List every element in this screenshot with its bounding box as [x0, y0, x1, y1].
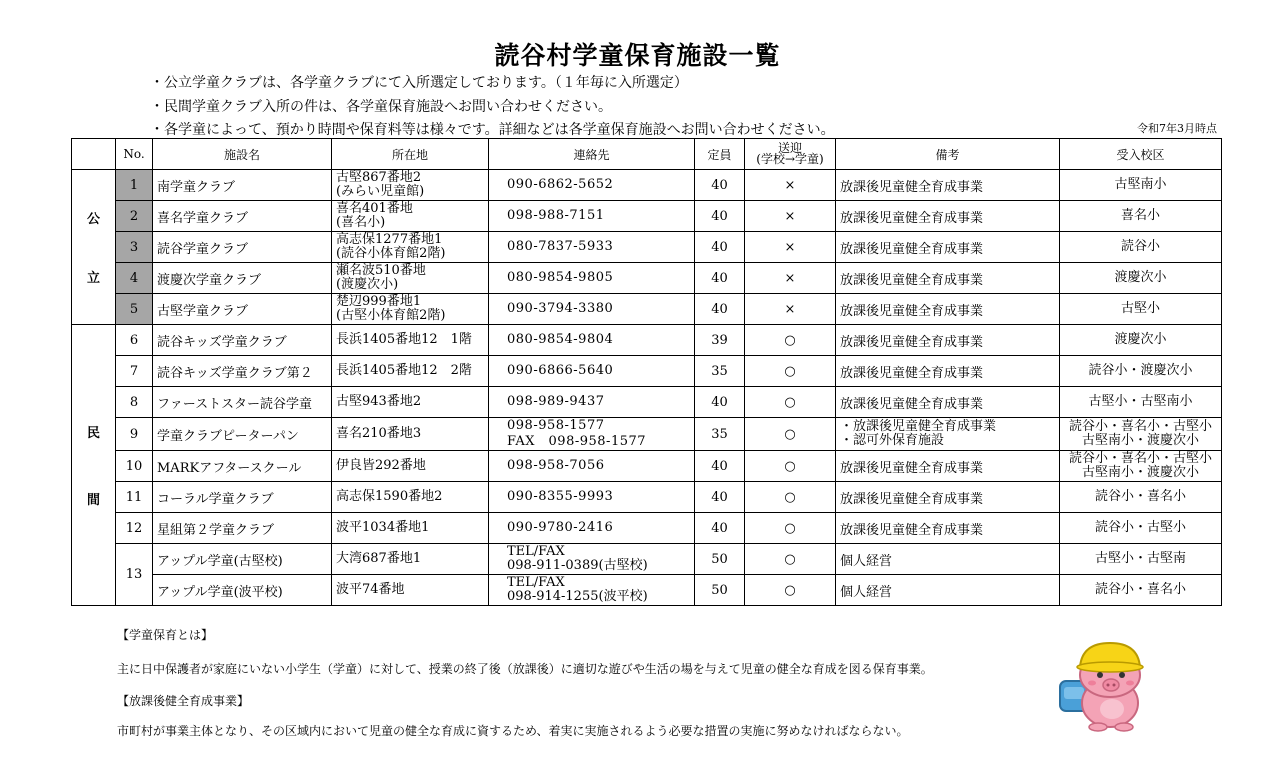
facility-phone: 080-9854-9804: [489, 325, 695, 356]
facility-schools: 喜名小: [1060, 201, 1222, 232]
facility-address: 長浜1405番地12 2階: [332, 356, 489, 387]
facility-capacity: 39: [695, 325, 745, 356]
facility-phone: [489, 544, 695, 575]
facility-transport: ×: [745, 294, 836, 325]
header-schools: 受入校区: [1060, 139, 1222, 170]
header-contact: 連絡先: [489, 139, 695, 170]
facility-phone: 080-7837-5933: [489, 232, 695, 263]
facility-schools: 読谷小・渡慶次小: [1060, 356, 1222, 387]
facility-schools: 古堅小・古堅南小: [1060, 387, 1222, 418]
facility-schools: 読谷小・喜名小: [1060, 482, 1222, 513]
facility-transport: ×: [745, 263, 836, 294]
facility-remarks: 放課後児童健全育成事業: [836, 451, 1060, 482]
facility-name: 読谷キッズ学童クラブ第２: [153, 356, 332, 387]
facility-remarks: 放課後児童健全育成事業: [836, 325, 1060, 356]
facility-remarks: 放課後児童健全育成事業: [836, 513, 1060, 544]
table-header-row: [72, 139, 1222, 170]
group-public-char1: 公: [86, 212, 100, 227]
facility-name: ファーストスター読谷学童: [153, 387, 332, 418]
facility-transport: ○: [745, 544, 836, 575]
group-label-private: [72, 325, 116, 606]
facility-name: 読谷学童クラブ: [153, 232, 332, 263]
row-no: 8: [116, 387, 153, 418]
definition-body-gakudo: 主に日中保護者が家庭にいない小学生（学童）に対して、授業の終了後（放課後）に適切な遊びや生活の場を与えて児童の健全な育成を図る保育事業。: [117, 662, 933, 676]
header-group: [72, 139, 116, 170]
facility-capacity: 35: [695, 418, 745, 451]
facility-phone: 090-3794-3380: [489, 294, 695, 325]
facility-capacity: 40: [695, 232, 745, 263]
facility-schools: 渡慶次小: [1060, 325, 1222, 356]
facility-address: [332, 232, 489, 263]
facility-remarks: 放課後児童健全育成事業: [836, 294, 1060, 325]
phone-label: TEL/FAX: [507, 544, 565, 559]
facility-transport: ○: [745, 325, 836, 356]
facility-transport: ○: [745, 387, 836, 418]
facility-name: 学童クラブピーターパン: [153, 418, 332, 451]
table-row: [72, 482, 1222, 513]
facility-name: 南学童クラブ: [153, 170, 332, 201]
facility-name: アップル学童(波平校): [153, 575, 332, 606]
facility-capacity: 40: [695, 294, 745, 325]
address-line: 喜名401番地: [336, 201, 413, 216]
facility-name: アップル学童(古堅校): [153, 544, 332, 575]
header-transport-line2: (学校→学童): [756, 152, 824, 166]
fax-line: FAX 098-958-1577: [507, 434, 647, 449]
table-row: [72, 387, 1222, 418]
address-line: (みらい児童館): [336, 184, 425, 199]
definition-heading-houkago: 【放課後健全育成事業】: [117, 694, 250, 708]
facility-remarks: 個人経営: [836, 544, 1060, 575]
table-row: [72, 575, 1222, 606]
facility-transport: ×: [745, 201, 836, 232]
facility-remarks: 個人経営: [836, 575, 1060, 606]
facility-capacity: 40: [695, 201, 745, 232]
address-line: 高志保1277番地1: [336, 232, 443, 247]
facility-schools: 読谷小・古堅小: [1060, 513, 1222, 544]
row-no: 7: [116, 356, 153, 387]
facility-address: [332, 294, 489, 325]
table-row: [72, 451, 1222, 482]
schools-line: 古堅南小・渡慶次小: [1081, 465, 1199, 480]
table-row: [72, 294, 1222, 325]
facility-schools: 古堅小: [1060, 294, 1222, 325]
schools-line: 読谷小・喜名小・古堅小: [1068, 419, 1212, 434]
facility-transport: ×: [745, 170, 836, 201]
facility-transport: ○: [745, 418, 836, 451]
facility-name: 星組第２学童クラブ: [153, 513, 332, 544]
facility-transport: ×: [745, 232, 836, 263]
facility-phone: 090-6866-5640: [489, 356, 695, 387]
facility-table: [71, 138, 1222, 606]
schools-line: 読谷小・喜名小・古堅小: [1068, 451, 1212, 466]
header-transport-line1: 送迎: [777, 141, 802, 155]
facility-address: [332, 263, 489, 294]
facility-address: 喜名210番地3: [332, 418, 489, 451]
facility-capacity: 50: [695, 575, 745, 606]
facility-capacity: 40: [695, 482, 745, 513]
header-address: 所在地: [332, 139, 489, 170]
row-no: 12: [116, 513, 153, 544]
facility-remarks: 放課後児童健全育成事業: [836, 356, 1060, 387]
table-row: [72, 356, 1222, 387]
facility-address: 高志保1590番地2: [332, 482, 489, 513]
address-line: (読谷小体育館2階): [336, 246, 446, 261]
row-no: 11: [116, 482, 153, 513]
facility-address: [332, 170, 489, 201]
facility-name: 古堅学童クラブ: [153, 294, 332, 325]
facility-capacity: 40: [695, 451, 745, 482]
facility-remarks: 放課後児童健全育成事業: [836, 232, 1060, 263]
facility-phone: [489, 418, 695, 451]
address-line: (喜名小): [336, 215, 386, 230]
header-remarks: 備考: [836, 139, 1060, 170]
row-no: 6: [116, 325, 153, 356]
facility-name: 渡慶次学童クラブ: [153, 263, 332, 294]
group-public-char2: 立: [86, 271, 100, 286]
row-no: 1: [116, 170, 153, 201]
header-transport: [745, 139, 836, 170]
facility-address: 大湾687番地1: [332, 544, 489, 575]
facility-address: 波平74番地: [332, 575, 489, 606]
facility-remarks: 放課後児童健全育成事業: [836, 482, 1060, 513]
row-no: 3: [116, 232, 153, 263]
header-no: No.: [116, 139, 153, 170]
table-row: [72, 544, 1222, 575]
facility-address: 伊良皆292番地: [332, 451, 489, 482]
facility-name: コーラル学童クラブ: [153, 482, 332, 513]
facility-address: 波平1034番地1: [332, 513, 489, 544]
row-no: 9: [116, 418, 153, 451]
row-no: 10: [116, 451, 153, 482]
facility-address: [332, 201, 489, 232]
facility-schools: 古堅小・古堅南: [1060, 544, 1222, 575]
address-line: (古堅小体育館2階): [336, 308, 446, 323]
group-private-char1: 民: [86, 426, 100, 441]
facility-phone: 090-9780-2416: [489, 513, 695, 544]
facility-name: 喜名学童クラブ: [153, 201, 332, 232]
definition-body-houkago: 市町村が事業主体となり、その区域内において児童の健全な育成に資するため、着実に実施されるよう必要な措置の実施に努めなければならない。: [117, 724, 909, 738]
phone-line: 098-911-0389(古堅校): [507, 558, 648, 573]
as-of-date: 令和7年3月時点: [1137, 122, 1217, 135]
facility-phone: 090-6862-5652: [489, 170, 695, 201]
facility-name: 読谷キッズ学童クラブ: [153, 325, 332, 356]
address-line: 瀬名波510番地: [336, 263, 426, 278]
facility-schools: 渡慶次小: [1060, 263, 1222, 294]
header-capacity: 定員: [695, 139, 745, 170]
note-line-3: ・各学童によって、預かり時間や保育料等は様々です。詳細などは各学童保育施設へお問い合わせください。: [150, 122, 835, 138]
facility-address: 古堅943番地2: [332, 387, 489, 418]
table-row: [72, 170, 1222, 201]
facility-schools: [1060, 451, 1222, 482]
facility-schools: 読谷小・喜名小: [1060, 575, 1222, 606]
address-line: (渡慶次小): [336, 277, 399, 292]
facility-schools: 古堅南小: [1060, 170, 1222, 201]
table-row: [72, 201, 1222, 232]
facility-address: 長浜1405番地12 1階: [332, 325, 489, 356]
table-row: [72, 325, 1222, 356]
pig-mascot-icon: [1052, 637, 1156, 733]
schools-line: 古堅南小・渡慶次小: [1081, 433, 1199, 448]
facility-phone: 098-989-9437: [489, 387, 695, 418]
facility-capacity: 40: [695, 387, 745, 418]
facility-capacity: 50: [695, 544, 745, 575]
facility-phone: 080-9854-9805: [489, 263, 695, 294]
facility-remarks: 放課後児童健全育成事業: [836, 201, 1060, 232]
facility-remarks: 放課後児童健全育成事業: [836, 170, 1060, 201]
definition-heading-gakudo: 【学童保育とは】: [117, 628, 214, 642]
remarks-line: ・認可外保育施設: [840, 433, 945, 448]
page-title: 読谷村学童保育施設一覧: [494, 41, 781, 70]
facility-transport: ○: [745, 575, 836, 606]
facility-phone: 090-8355-9993: [489, 482, 695, 513]
facility-capacity: 35: [695, 356, 745, 387]
table-row: [72, 418, 1222, 451]
facility-schools: [1060, 418, 1222, 451]
note-line-1: ・公立学童クラブは、各学童クラブにて入所選定しております。（１年毎に入所選定）: [150, 75, 688, 91]
address-line: 古堅867番地2: [336, 170, 422, 185]
address-line: 楚辺999番地1: [336, 294, 422, 309]
facility-transport: ○: [745, 356, 836, 387]
facility-schools: 読谷小: [1060, 232, 1222, 263]
facility-capacity: 40: [695, 263, 745, 294]
facility-transport: ○: [745, 451, 836, 482]
phone-label: TEL/FAX: [507, 575, 565, 590]
row-no: 2: [116, 201, 153, 232]
facility-capacity: 40: [695, 170, 745, 201]
facility-transport: ○: [745, 513, 836, 544]
facility-remarks: 放課後児童健全育成事業: [836, 387, 1060, 418]
note-line-2: ・民間学童クラブ入所の件は、各学童保育施設へお問い合わせください。: [150, 99, 612, 115]
facility-phone: [489, 575, 695, 606]
phone-line: 098-958-1577: [507, 418, 605, 433]
facility-remarks: [836, 418, 1060, 451]
facility-name: MARKアフタースクール: [153, 451, 332, 482]
table-row: [72, 513, 1222, 544]
row-no: 4: [116, 263, 153, 294]
facility-capacity: 40: [695, 513, 745, 544]
header-name: 施設名: [153, 139, 332, 170]
row-no: 5: [116, 294, 153, 325]
table-row: [72, 263, 1222, 294]
remarks-line: ・放課後児童健全育成事業: [840, 419, 997, 434]
facility-phone: 098-958-7056: [489, 451, 695, 482]
facility-phone: 098-988-7151: [489, 201, 695, 232]
group-label-public: [72, 170, 116, 325]
facility-remarks: 放課後児童健全育成事業: [836, 263, 1060, 294]
phone-line: 098-914-1255(波平校): [507, 589, 648, 604]
group-private-char2: 間: [86, 493, 100, 508]
facility-transport: ○: [745, 482, 836, 513]
row-no: 13: [116, 544, 153, 606]
table-row: [72, 232, 1222, 263]
